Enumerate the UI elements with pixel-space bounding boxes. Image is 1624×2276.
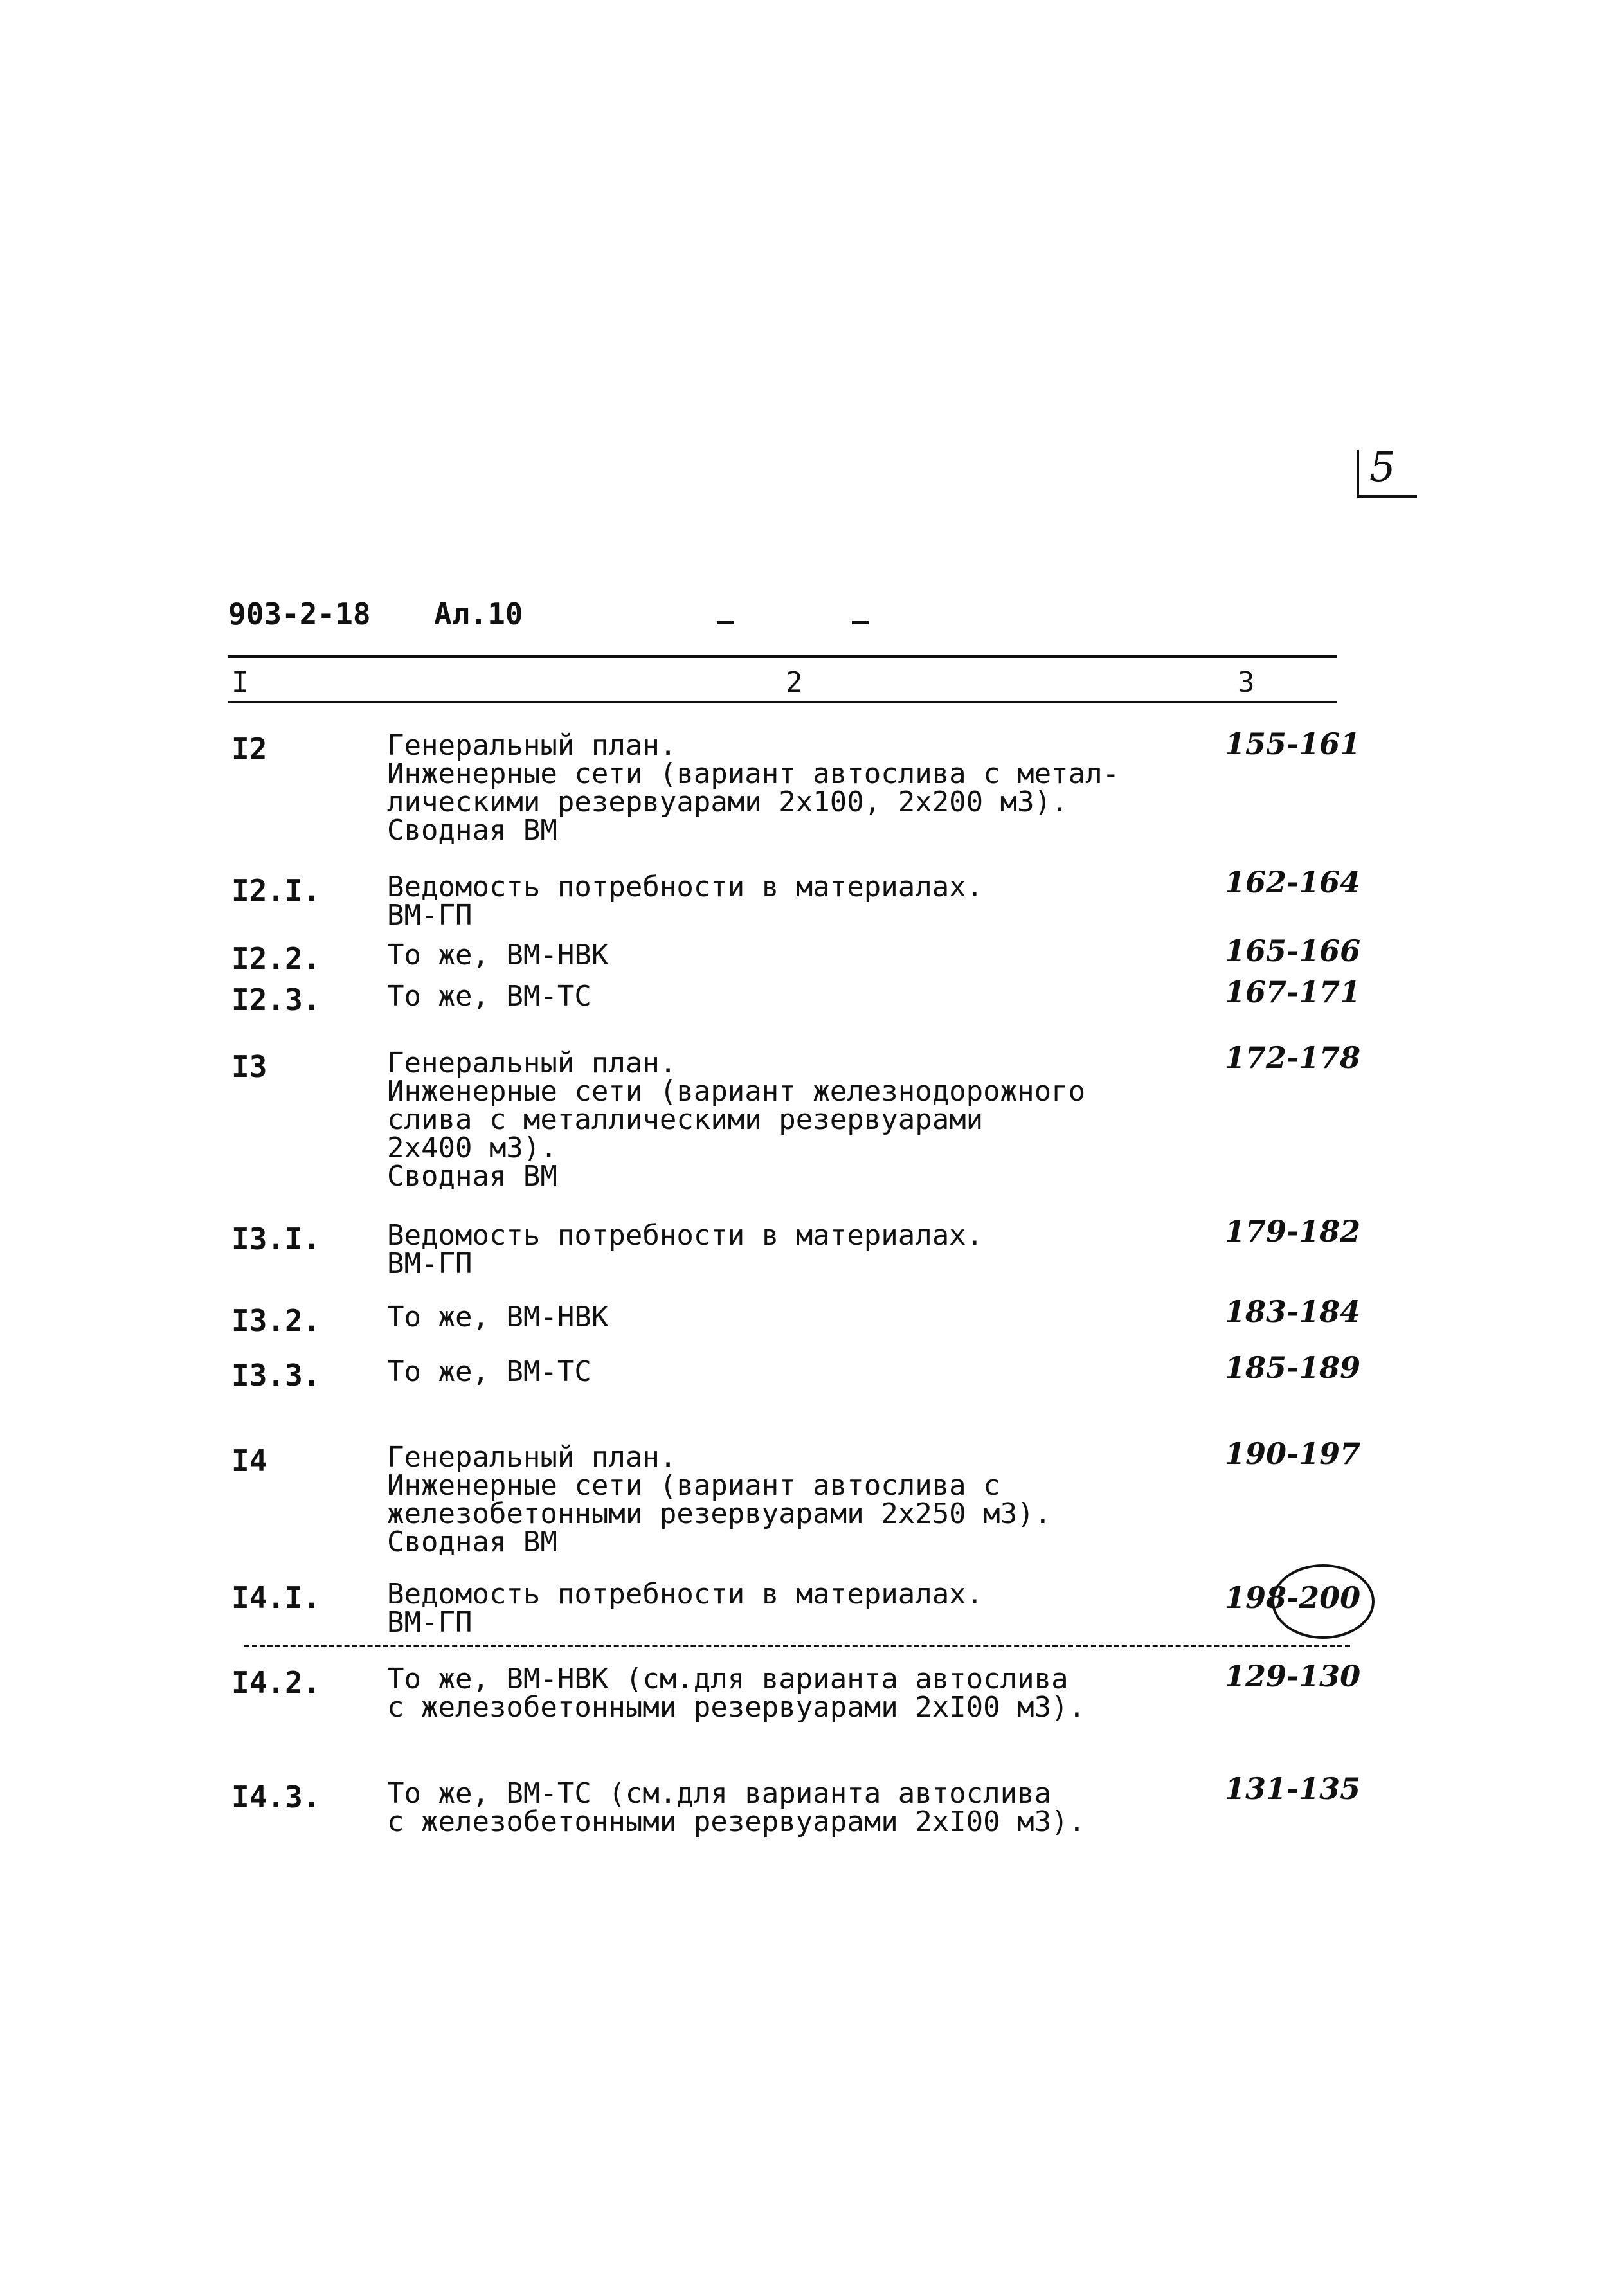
row-description: То же, ВМ-НВК (см.для варианта автослива с железобетонными резервуарами 2хI00 м3). bbox=[387, 1663, 1086, 1724]
page-number: 5 bbox=[1369, 444, 1396, 491]
table-top-rule bbox=[228, 655, 1337, 658]
dashed-separator bbox=[244, 1645, 1350, 1647]
row-number: I3.I. bbox=[231, 1222, 321, 1256]
row-description: То же, ВМ-НВК bbox=[387, 939, 609, 971]
row-number: I2.I. bbox=[231, 873, 321, 908]
row-number: I3.2. bbox=[231, 1303, 321, 1338]
row-number: I4 bbox=[231, 1443, 267, 1478]
row-number: I4.2. bbox=[231, 1665, 321, 1700]
row-number: I3.3. bbox=[231, 1358, 321, 1393]
document-code: 903-2-18 bbox=[228, 597, 371, 631]
column-header-3: 3 bbox=[1238, 666, 1255, 699]
row-description: Генеральный план. Инженерные сети (вариант железнодорожного слива с металлическими резервуарами 2х400 м3). Сводная ВМ bbox=[387, 1047, 1086, 1193]
row-number: I4.I. bbox=[231, 1580, 321, 1615]
row-description: Генеральный план. Инженерные сети (вариант автослива с железобетонными резервуарами 2х250 м3). Сводная ВМ bbox=[387, 1441, 1052, 1558]
row-pages: 179-182 bbox=[1225, 1214, 1361, 1249]
table-header-rule bbox=[228, 701, 1337, 703]
header-dash-2 bbox=[852, 621, 869, 624]
row-pages: 190-197 bbox=[1225, 1436, 1361, 1471]
row-description: То же, ВМ-НВК bbox=[387, 1301, 609, 1333]
row-number: I4.3. bbox=[231, 1780, 321, 1814]
row-pages: 198-200 bbox=[1225, 1580, 1361, 1615]
row-pages: 172-178 bbox=[1225, 1040, 1361, 1075]
handwritten-circle-mark bbox=[1272, 1564, 1375, 1639]
row-number: I3 bbox=[231, 1049, 267, 1084]
row-description: То же, ВМ-ТС (см.для варианта автослива с железобетонными резервуарами 2хI00 м3). bbox=[387, 1777, 1086, 1838]
row-pages: 185-189 bbox=[1225, 1350, 1361, 1385]
row-description: Ведомость потребности в материалах. ВМ-ГП bbox=[387, 1578, 984, 1639]
row-number: I2.3. bbox=[231, 982, 321, 1017]
column-header-2: 2 bbox=[786, 666, 803, 699]
row-description: То же, ВМ-ТС bbox=[387, 1355, 591, 1388]
row-description: То же, ВМ-ТС bbox=[387, 980, 591, 1013]
row-number: I2.2. bbox=[231, 941, 321, 976]
row-pages: 131-135 bbox=[1225, 1771, 1361, 1806]
row-pages: 162-164 bbox=[1225, 865, 1361, 899]
column-header-1: I bbox=[231, 666, 249, 699]
row-number: I2 bbox=[231, 732, 267, 766]
row-description: Генеральный план. Инженерные сети (вариант автослива с метал- лическими резервуарами 2х100, 2х200 м3). Сводная ВМ bbox=[387, 729, 1120, 847]
row-pages: 167-171 bbox=[1225, 975, 1361, 1009]
row-pages: 129-130 bbox=[1225, 1659, 1361, 1693]
row-pages: 165-166 bbox=[1225, 934, 1361, 968]
row-pages: 183-184 bbox=[1225, 1294, 1361, 1329]
header-dash-1 bbox=[717, 621, 734, 624]
row-description: Ведомость потребности в материалах. ВМ-ГП bbox=[387, 871, 984, 932]
row-pages: 155-161 bbox=[1225, 727, 1361, 761]
row-description: Ведомость потребности в материалах. ВМ-ГП bbox=[387, 1219, 984, 1280]
sheet-label: Ал.10 bbox=[434, 597, 523, 631]
